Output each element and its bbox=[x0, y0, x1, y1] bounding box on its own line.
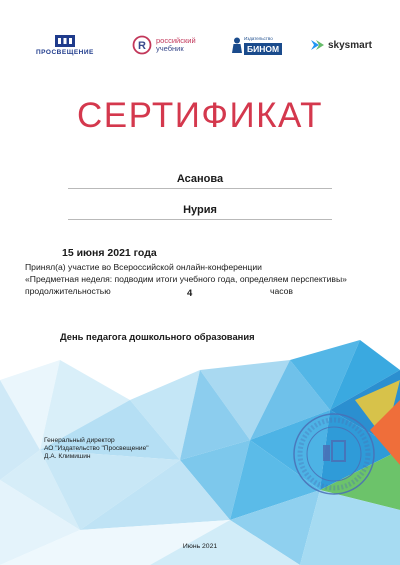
participation-text: Принял(а) участие во Всероссийской онлайн-конференции bbox=[25, 262, 262, 272]
russian-textbook-emblem-icon bbox=[132, 35, 152, 55]
svg-text:R: R bbox=[138, 40, 146, 52]
binom-logo bbox=[232, 30, 282, 60]
skysmart-logo bbox=[311, 30, 372, 60]
russian-textbook-line2: учебник bbox=[156, 44, 184, 53]
company-seal bbox=[291, 411, 377, 497]
skysmart-arrow-icon bbox=[311, 40, 325, 50]
duration-label: продолжительностью bbox=[25, 286, 111, 296]
event-date: 15 июня 2021 года bbox=[62, 247, 157, 259]
signer-name: Д.А. Климишин bbox=[44, 453, 91, 460]
conference-name: «Предметная неделя: подводим итоги учебного года, определяем перспективы» bbox=[25, 274, 347, 284]
signer-position: Генеральный директор bbox=[44, 437, 115, 444]
binom-person-icon bbox=[232, 37, 242, 53]
russian-textbook-logo bbox=[132, 30, 196, 60]
issue-date: Июнь 2021 bbox=[182, 543, 218, 550]
hours-value: 4 bbox=[187, 288, 193, 299]
russian-textbook-line1: российский bbox=[156, 36, 196, 45]
prosveshchenie-logo bbox=[36, 30, 94, 60]
partner-logos bbox=[0, 30, 400, 60]
binom-publisher-label: Издательство bbox=[244, 36, 273, 41]
recipient-first-name: Нурия bbox=[68, 204, 332, 220]
skysmart-label: skysmart bbox=[328, 39, 372, 51]
hours-unit: часов bbox=[270, 286, 293, 296]
event-title: День педагога дошкольного образования bbox=[60, 331, 255, 342]
certificate-title: СЕРТИФИКАТ bbox=[76, 96, 324, 135]
recipient-surname: Асанова bbox=[68, 173, 332, 189]
binom-label: БИНОМ bbox=[244, 43, 282, 55]
prosveshchenie-label: ПРОСВЕЩЕНИЕ bbox=[36, 48, 94, 56]
signer-company: АО "Издательство "Просвещение" bbox=[44, 445, 149, 452]
prosveshchenie-emblem-icon bbox=[55, 35, 75, 47]
